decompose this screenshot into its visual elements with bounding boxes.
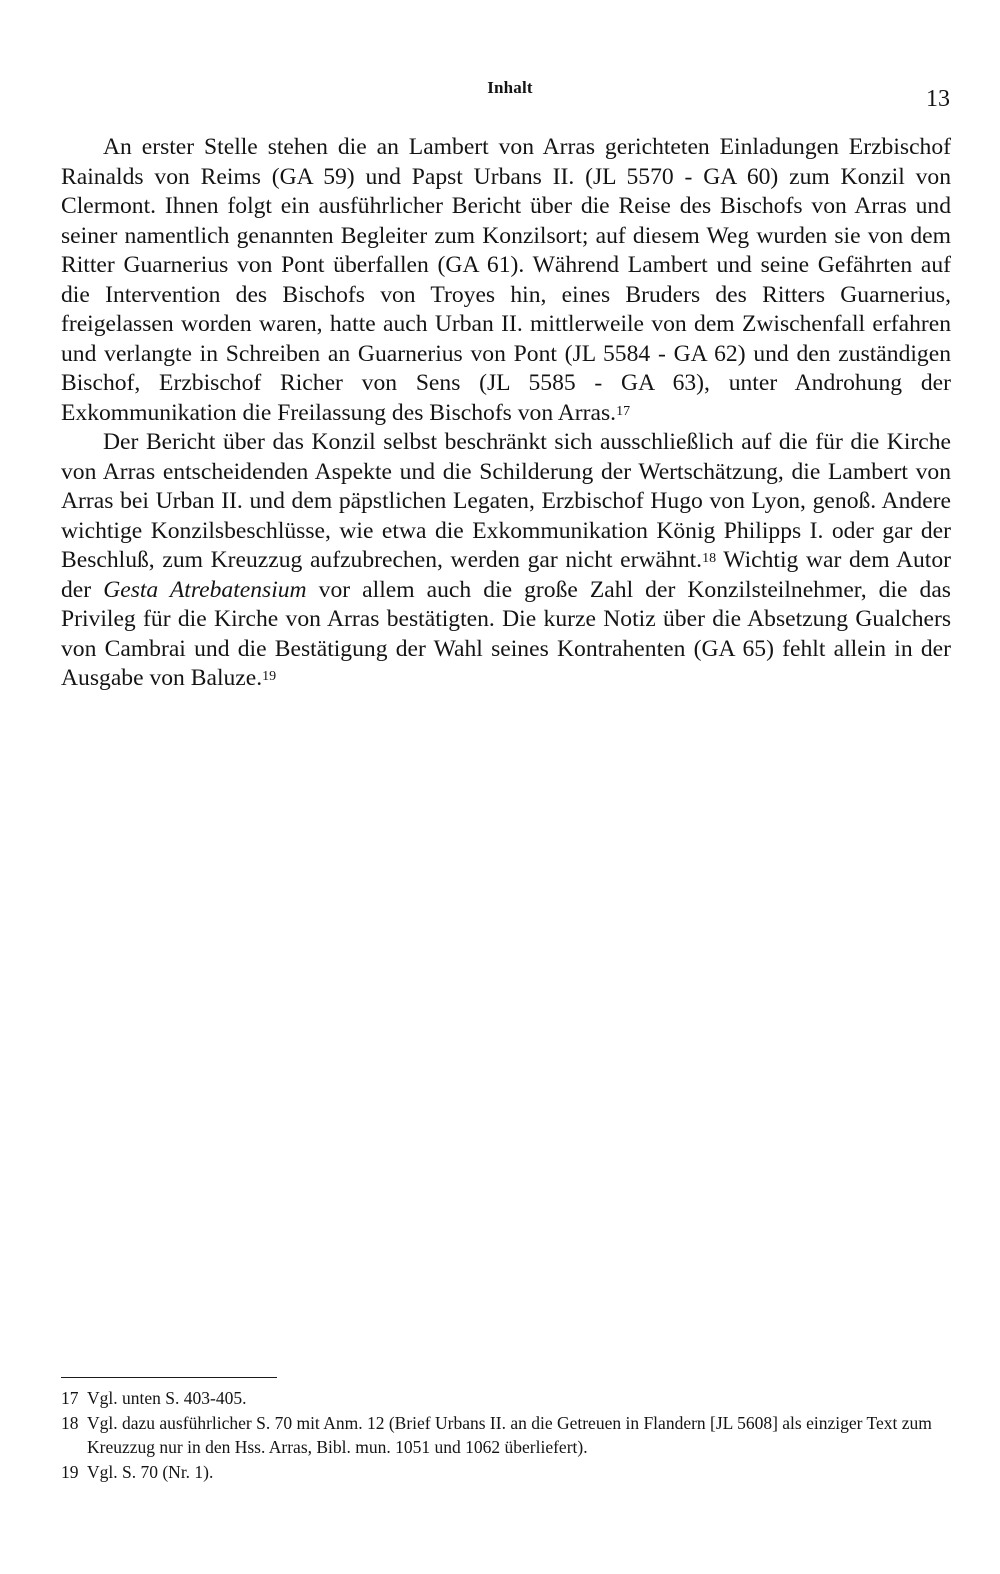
body-text [61,133,951,694]
paragraph-2 [61,428,951,694]
footnote-17 [61,1386,951,1411]
footnote-number: 17 [61,1388,79,1408]
footnote-text: Vgl. unten S. 403-405. [87,1388,247,1408]
footnote-number: 19 [61,1461,79,1482]
footnote-19 [61,1460,951,1485]
footnotes [61,1386,951,1484]
footnote-number: 18 [61,1412,79,1433]
page-header-title: Inhalt [487,78,533,97]
paragraph-2-text-a: Der Bericht über das Konzil selbst beschränkt sich ausschließlich auf die für die Kirche von Arras entscheidenden Aspekte und die Schilderung der Wertschätzung, die Lambert von Arras bei Urban II. und dem päpstlichen Legaten, Erzbischof Hugo von Lyon, genoß. Andere wichtige Konzilsbeschlüsse, wie etwa die Exkommunikation König Philipps I. oder gar der Beschluß, zum Kreuzzug aufzubrechen, werden gar nicht erwähnt. [61,429,951,573]
footnote-divider [61,1377,277,1378]
footnote-ref-18[interactable]: 18 [702,551,717,566]
footnote-text: Vgl. S. 70 (Nr. 1). [87,1461,214,1482]
footnote-18 [61,1411,951,1460]
paragraph-1-text: An erster Stelle stehen die an Lambert von Arras gerichteten Einladungen Erzbischof Rainalds von Reims (GA 59) und Papst Urbans II. (JL 5570 - GA 60) zum Konzil von Clermont. Ihnen folgt ein ausführlicher Bericht über die Reise des Bischofs von Arras und seiner namentlich genannten Begleiter zum Konzilsort; auf diesem Weg wurden sie von dem Ritter Guarnerius von Pont überfallen (GA 61). Während Lambert und seine Gefährten auf die Intervention des Bischofs von Troyes hin, eines Bruders des Ritters Guarnerius, freigelassen worden waren, hatte auch Urban II. mittlerweile von dem Zwischenfall erfahren und verlangte in Schreiben an Guarnerius von Pont (JL 5584 - GA 62) und den zuständigen Bischof, Erzbischof Richer von Sens (JL 5585 - GA 63), unter Androhung der Exkommunikation die Freilassung des Bischofs von Arras. [61,134,951,426]
footnote-ref-17[interactable]: 17 [616,403,631,419]
paragraph-2-text-b: Wichtig war dem Autor der [61,547,951,603]
italic-title-gesta: Gesta Atrebatensium [103,576,307,603]
footnote-ref-19[interactable]: 19 [262,669,277,684]
paragraph-1 [61,133,951,428]
page-number: 13 [926,86,950,112]
footnote-text: Vgl. dazu ausführlicher S. 70 mit Anm. 12 (Brief Urbans II. an die Getreuen in Flandern [JL 5608] als einziger Text zum Kreuzzug nur in den Hss. Arras, Bibl. mun. 1051 und 1062 überliefert). [87,1412,932,1457]
paragraph-2-text-c: vor allem auch die große Zahl der Konzilsteilnehmer, die das Privileg für die Kirche von Arras bestätigten. Die kurze Notiz über die Absetzung Gualchers von Cambrai und die Bestätigung der Wahl seines Kontrahenten (GA 65) fehlt allein in der Ausgabe von Baluze. [61,576,951,691]
